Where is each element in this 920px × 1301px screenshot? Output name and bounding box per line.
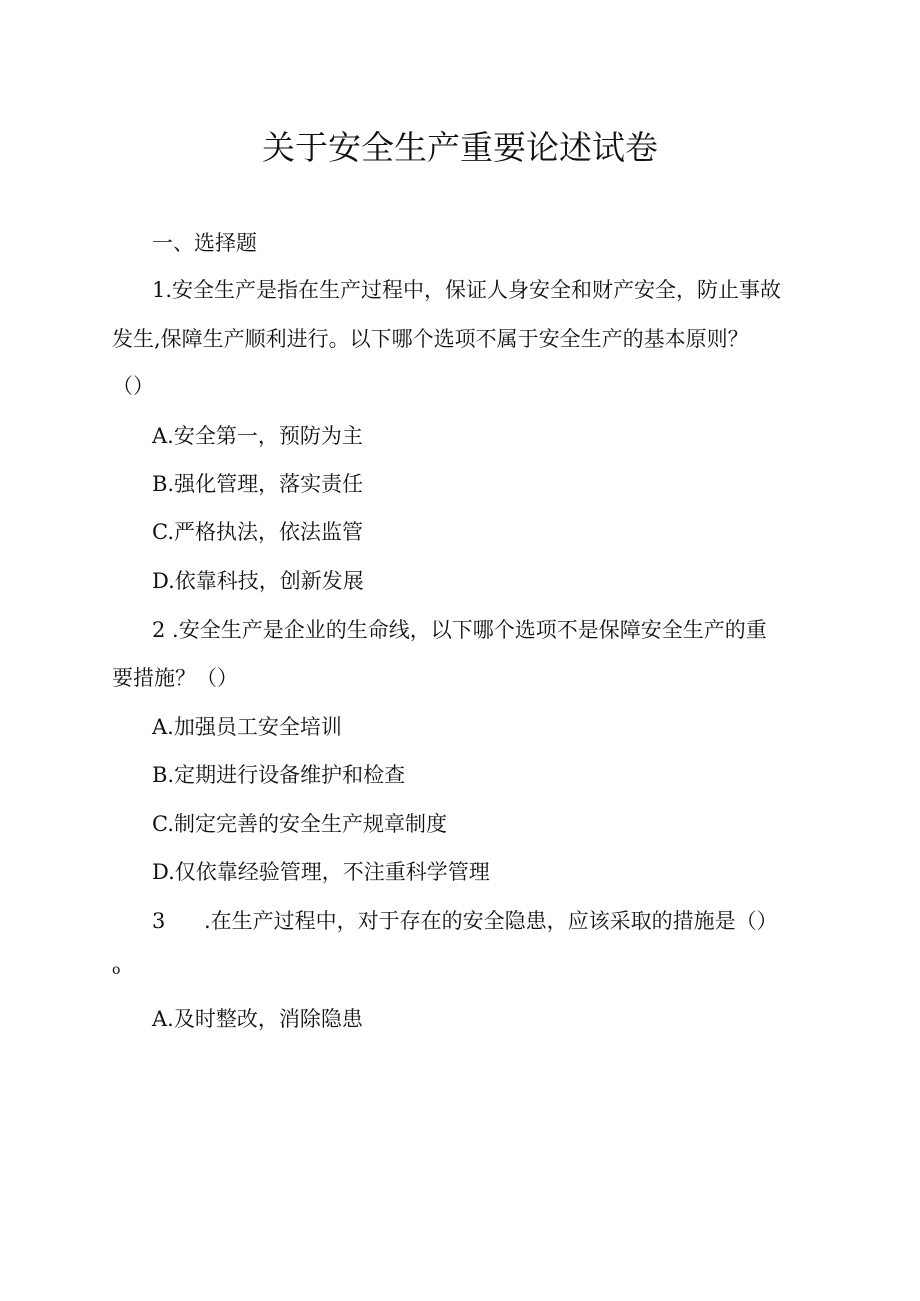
document-title: 关于安全生产重要论述试卷 [262,128,658,167]
section-heading: 一、选择题 [152,231,257,255]
question-3-line-2: o [112,962,121,978]
question-2-option-d: D.仅依靠经验管理，不注重科学管理 [152,860,490,884]
question-1-option-b: B.强化管理，落实责任 [152,472,364,496]
question-2-option-c: C.制定完善的安全生产规章制度 [152,812,447,836]
question-1-line-2: 发生,保障生产顺利进行。以下哪个选项不属于安全生产的基本原则？ [112,327,749,351]
question-3-option-a: A.及时整改，消除隐患 [152,1007,363,1031]
question-1-line-1: 1.安全生产是指在生产过程中，保证人身安全和财产安全，防止事故 [152,278,782,302]
question-2-line-1: 2 .安全生产是企业的生命线，以下哪个选项不是保障安全生产的重 [152,618,767,642]
question-1-option-d: D.依靠科技，创新发展 [152,569,364,593]
question-1-option-c: C.严格执法，依法监管 [152,520,363,544]
question-2-line-2: 要措施？（） [112,666,238,690]
question-1-line-3: （） [112,374,154,398]
question-3-number: 3 [152,909,166,933]
question-2-option-b: B.定期进行设备维护和检查 [152,763,406,787]
question-1-option-a: A.安全第一，预防为主 [152,424,363,448]
question-3-line-1: .在生产过程中，对于存在的安全隐患，应该采取的措施是（） [204,909,778,933]
question-2-option-a: A.加强员工安全培训 [152,715,342,739]
